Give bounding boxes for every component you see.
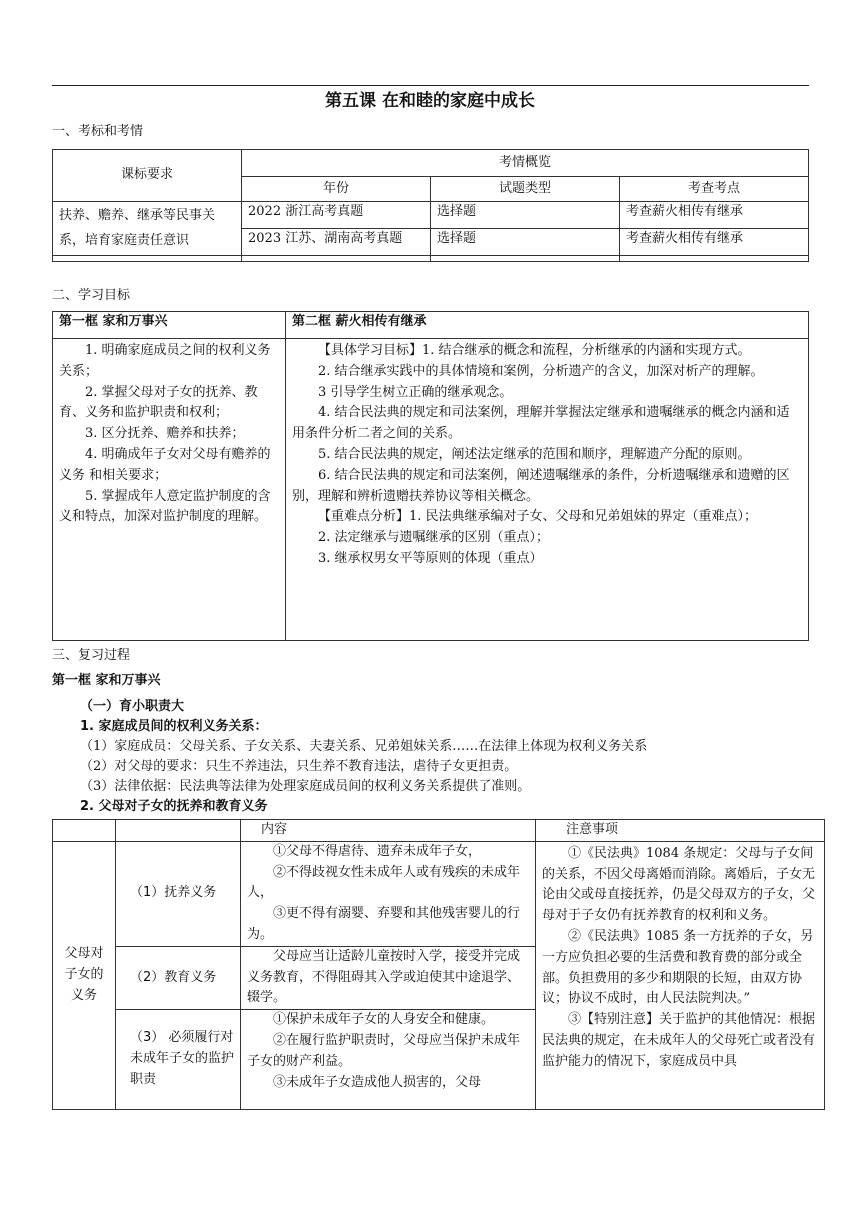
duty-item: ②不得歧视女性未成年人或有残疾的未成年人， <box>247 864 521 901</box>
cell-year: 2023 江苏、湖南高考真题 <box>242 229 431 256</box>
goals-table <box>52 311 809 641</box>
point-heading: 1. 家庭成员间的权利义务关系： <box>80 719 268 734</box>
col-type: 试题类型 <box>431 177 620 202</box>
goal-item: 3. 继承权男女平等原则的体现（重点） <box>318 550 543 566</box>
duty-table <box>52 819 825 1110</box>
exam-table <box>52 149 809 262</box>
section-heading-1: 一、考标和考情 <box>52 124 144 139</box>
top-rule <box>52 85 809 86</box>
duty-item: ③更不得有溺婴、弃婴和其他残害婴儿的行为。 <box>247 906 521 942</box>
col-notes: 注意事项 <box>536 820 825 842</box>
goal-item: 3 引导学生树立正确的继承观念。 <box>318 384 513 400</box>
cell-type: 选择题 <box>431 229 620 256</box>
col-content: 内容 <box>241 820 536 842</box>
goal-item: 【重难点分析】1. 民法典继承编对子女、父母和兄弟姐妹的界定（重难点）； <box>318 509 758 525</box>
cell-type: 选择题 <box>431 202 620 229</box>
frame-heading: 第一框 家和万事兴 <box>52 673 161 688</box>
col-point: 考查考点 <box>620 177 809 202</box>
note-item: ①《民法典》1084 条规定：父母与子女间的关系，不因父母离婚而消除。离婚后，子女无论由父或母直接抚养，仍是父母双方的子女，父母对于子女仍有抚养教育的权利和义务。 <box>542 845 816 924</box>
cell-year: 2022 浙江高考真题 <box>242 202 431 229</box>
duty-item: ③未成年子女造成他人损害的，父母 <box>273 1074 482 1090</box>
goal-item: 5. 结合民法典的规定，阐述法定继承的范围和顺序，理解遗产分配的原则。 <box>318 446 751 462</box>
note-item: ②《民法典》1085 条一方抚养的子女，另一方应负担必要的生活费和教育费的部分或全部。负担费用的多少和期限的长短，由双方协议；协议不成时，由人民法院判决。” <box>542 928 814 1007</box>
cell-point: 考查薪火相传有继承 <box>620 229 809 256</box>
goal-item: 4. 明确成年子女对父母有赡养的义务 和相关要求； <box>59 446 271 483</box>
duty-label: （2）教育义务 <box>116 946 241 1009</box>
goal-item: 3. 区分抚养、赡养和扶养； <box>85 426 245 442</box>
col-req: 课标要求 <box>53 150 242 202</box>
goal-item: 6. 结合民法典的规定和司法案例，阐述遗嘱继承的条件，分析遗嘱继承和遗赠的区别，理解和辨析遗赠扶养协议等相关概念。 <box>292 467 790 504</box>
goal-item: 5. 掌握成年人意定监护制度的含义和特点，加深对监护制度的理解。 <box>59 488 271 525</box>
req-text: 扶养、赡养、继承等民事关系，培育家庭责任意识 <box>53 202 242 256</box>
goals-left-head: 第一框 家和万事兴 <box>53 312 286 339</box>
sub-heading: （一）育小职责大 <box>80 699 185 714</box>
col-overview: 考情概览 <box>242 150 809 177</box>
goal-item: 1. 明确家庭成员之间的权利义务关系； <box>59 343 271 379</box>
duty-item: ①保护未成年子女的人身安全和健康。 <box>273 1012 495 1028</box>
goal-item: 4. 结合民法典的规定和司法案例，理解并掌握法定继承和遗嘱继承的概念内涵和适用条件分析二者之间的关系。 <box>292 405 790 442</box>
duty-item: ①父母不得虐待、遗弃未成年子女， <box>273 843 482 859</box>
goal-item: 【具体学习目标】1. 结合继承的概念和流程，分析继承的内涵和实现方式。 <box>318 343 751 358</box>
goal-item: 2. 法定继承与遗嘱继承的区别（重点）； <box>318 530 550 546</box>
cell-point: 考查薪火相传有继承 <box>620 202 809 229</box>
note-item: ③【特别注意】关于监护的其他情况：根据民法典的规定，在未成年人的父母死亡或者没有监护能力的情况下，家庭成员中具 <box>542 1012 816 1069</box>
goal-item: 2. 掌握父母对子女的抚养、教育、义务和监护职责和权利； <box>59 384 258 421</box>
goals-right-head: 第二框 薪火相传有继承 <box>286 312 809 339</box>
body-line: （2）对父母的要求：只生不养违法，只生养不教育违法，虐待子女更担责。 <box>80 759 518 774</box>
section-heading-2: 二、学习目标 <box>52 288 131 303</box>
duty-item: 父母应当让适龄儿童按时入学，接受并完成义务教育，不得阻碍其入学或迫使其中途退学、辍学。 <box>247 948 521 1006</box>
section-heading-3: 三、复习过程 <box>52 648 131 663</box>
body-line: （3）法律依据：民法典等法律为处理家庭成员间的权利义务关系提供了准则。 <box>80 779 531 794</box>
goal-item: 2. 结合继承实践中的具体情境和案例，分析遗产的含义，加深对析产的理解。 <box>318 363 764 379</box>
col-year: 年份 <box>242 177 431 202</box>
duty-label: （1）抚养义务 <box>116 841 241 946</box>
duty-item: ②在履行监护职责时，父母应当保护未成年子女的财产利益。 <box>247 1032 521 1069</box>
row-label: 父母对子女的义务 <box>53 841 116 1109</box>
page-title: 第五课 在和睦的家庭中成长 <box>325 91 535 111</box>
body-line: （1）家庭成员：父母关系、子女关系、夫妻关系、兄弟姐妹关系……在法律上体现为权利义务关系 <box>80 739 648 754</box>
point-heading: 2. 父母对子女的抚养和教育义务 <box>80 799 268 814</box>
duty-label: （3） 必须履行对未成年子女的监护职责 <box>116 1010 241 1110</box>
